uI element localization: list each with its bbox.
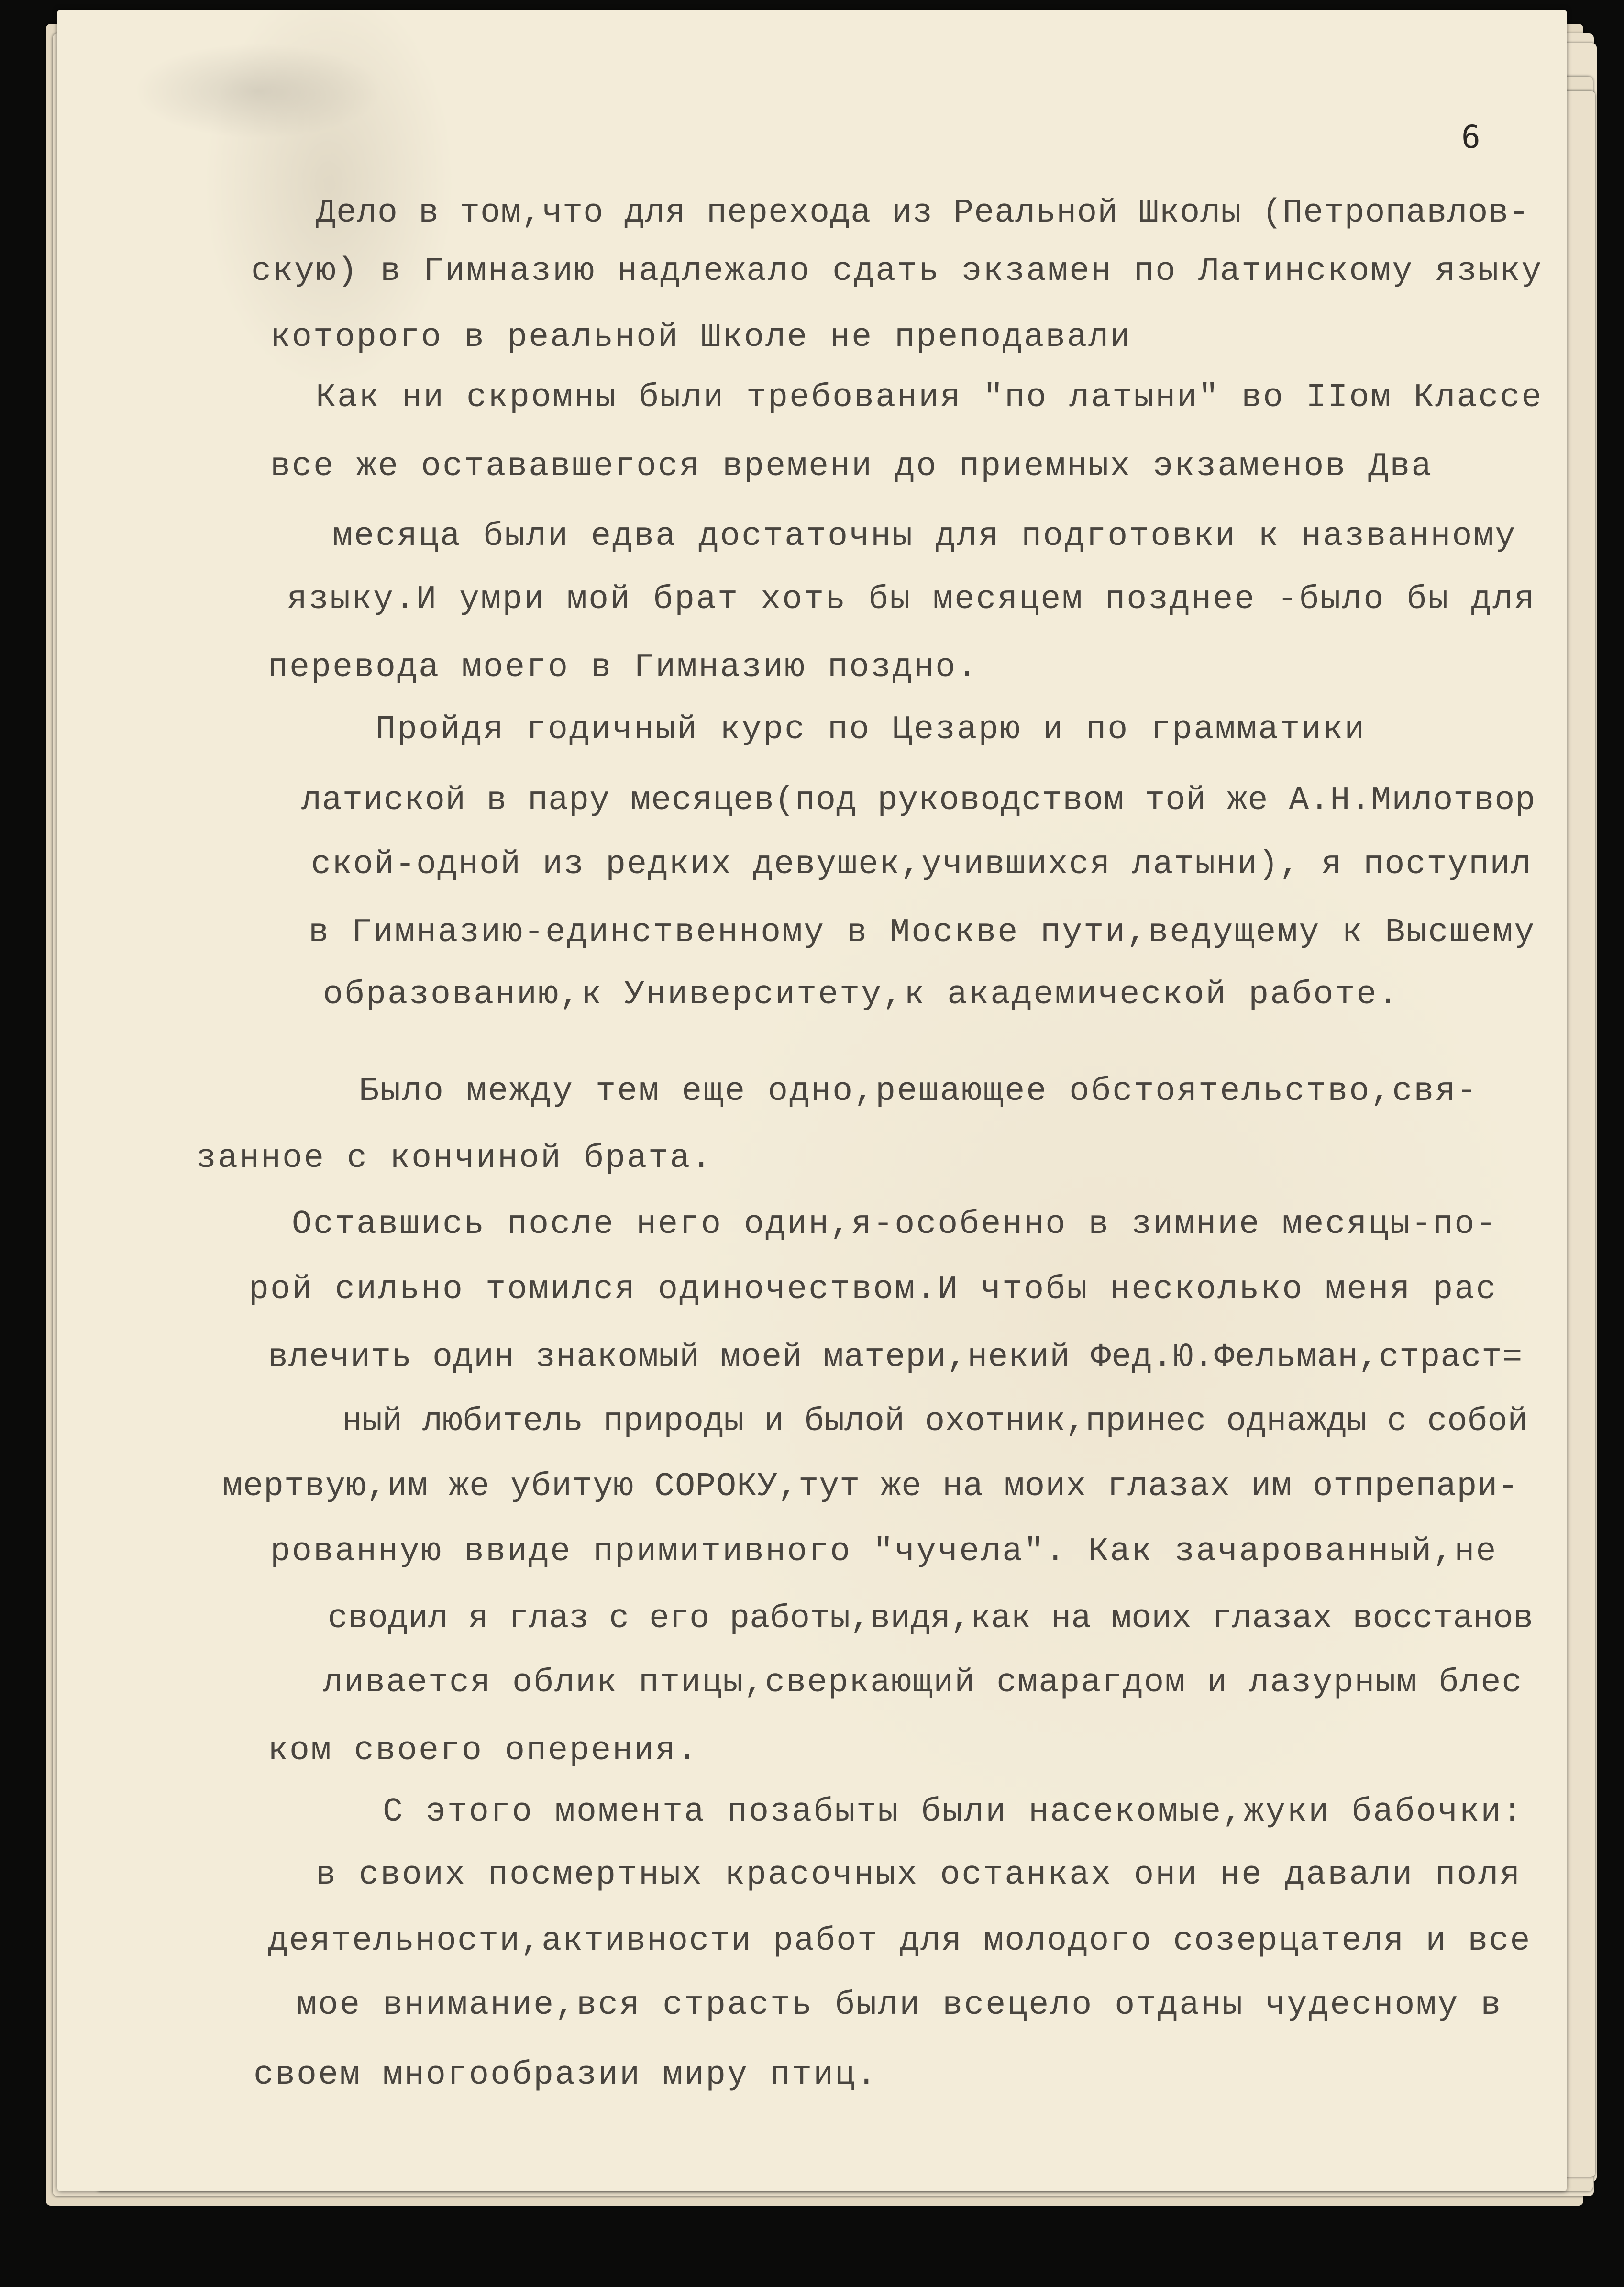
text-line: в своих посмертных красочных останках они не давали поля <box>316 1856 1522 1894</box>
text-line: деятельности,активности работ для молодого созерцателя и все <box>268 1922 1531 1960</box>
text-line: ком своего оперения. <box>268 1732 699 1770</box>
text-line: образованию,к Университету,к академической работе. <box>323 976 1400 1014</box>
typewritten-page <box>57 10 1567 2191</box>
text-line: Дело в том,что для перехода из Реальной Школы (Петропавлов- <box>316 194 1530 232</box>
page-number: 6 <box>1461 119 1480 155</box>
text-line: скую) в Гимназию надлежало сдать экзамен по Латинскому языку <box>251 253 1543 290</box>
text-line: месяца были едва достаточны для подготовки к названному <box>332 518 1517 555</box>
text-line: которого в реальной Школе не преподавали <box>270 319 1132 356</box>
text-line: ный любитель природы и былой охотник,принес однажды с собой <box>342 1403 1528 1441</box>
text-line: рой сильно томился одиночеством.И чтобы несколько меня рас <box>249 1271 1498 1309</box>
text-line: перевода моего в Гимназию поздно. <box>268 649 979 687</box>
text-line: мое внимание,вся страсть были всецело отданы чудесному в <box>297 1987 1502 2024</box>
text-line: С этого момента позабыты были насекомые,жуки бабочки: <box>383 1793 1524 1831</box>
text-line: латиской в пару месяцев(под руководством той же А.Н.Милотвор <box>301 782 1536 820</box>
text-line: ливается облик птицы,сверкающий смарагдом и лазурным блес <box>323 1664 1523 1702</box>
text-line: ской-одной из редких девушек,учившихся латыни), я поступил <box>311 846 1532 884</box>
text-line: Как ни скромны были требования "по латыни" во IIом Классе <box>316 379 1543 417</box>
text-line: все же остававшегося времени до приемных экзаменов Два <box>270 448 1433 486</box>
text-line: занное с кончиной брата. <box>196 1140 713 1177</box>
paper-stain <box>134 43 383 139</box>
text-line: в Гимназию-единственному в Москве пути,ведущему к Высшему <box>309 914 1536 952</box>
text-line: своем многообразии миру птиц. <box>254 2056 878 2094</box>
text-line: влечить один знакомый моей матери,некий Фед.Ю.Фельман,страст= <box>268 1339 1523 1377</box>
text-line: языку.И умри мой брат хоть бы месяцем позднее -было бы для <box>287 581 1536 619</box>
text-line: Было между тем еще одно,решающее обстоятельство,свя- <box>359 1073 1479 1110</box>
text-line: рованную ввиде примитивного "чучела". Как зачарованный,не <box>270 1533 1498 1571</box>
text-line: Пройдя годичный курс по Цезарю и по грамматики <box>376 711 1366 749</box>
text-line: сводил я глаз с его работы,видя,как на моих глазах восстанов <box>328 1600 1534 1638</box>
text-line: мертвую,им же убитую СОРОКУ,тут же на моих глазах им отпрепари- <box>222 1468 1519 1506</box>
text-line: Оставшись после него один,я-особенно в зимние месяцы-по- <box>292 1206 1498 1243</box>
